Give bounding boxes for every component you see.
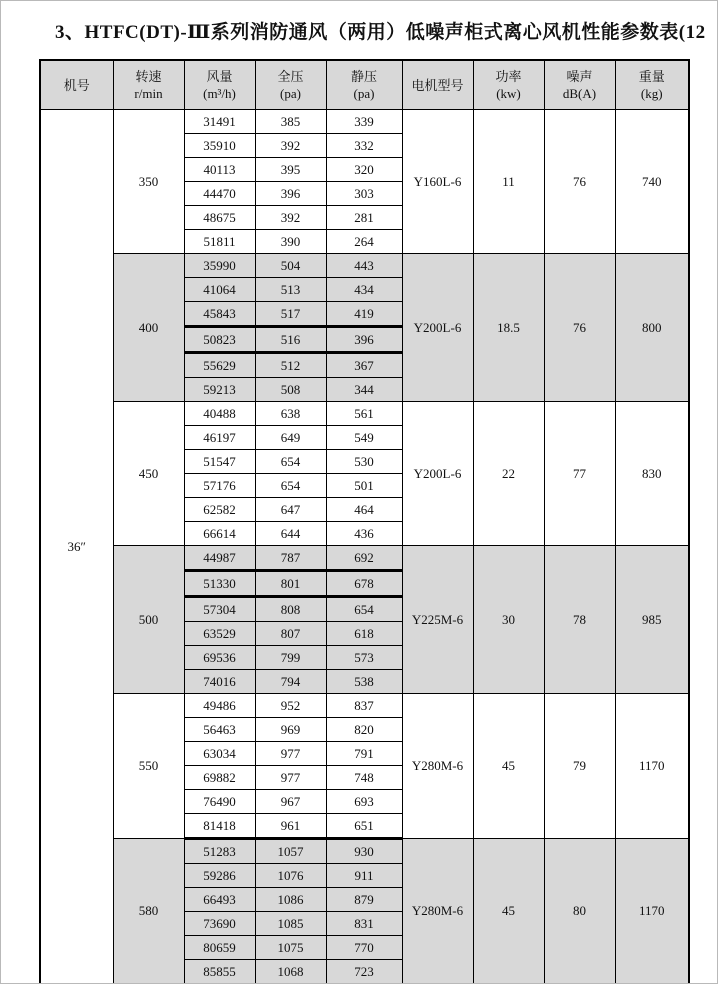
flow-cell: 51283 xyxy=(184,839,255,864)
motor-model-cell: Y200L-6 xyxy=(402,254,473,402)
power-cell: 30 xyxy=(473,546,544,694)
header-line1: 机号 xyxy=(63,77,90,93)
flow-cell: 35990 xyxy=(184,254,255,278)
static-pressure-cell: 723 xyxy=(326,960,402,984)
total-pressure-cell: 977 xyxy=(255,742,326,766)
static-pressure-cell: 654 xyxy=(326,597,402,622)
total-pressure-cell: 654 xyxy=(255,450,326,474)
flow-cell: 66614 xyxy=(184,522,255,546)
static-pressure-cell: 367 xyxy=(326,353,402,378)
static-pressure-cell: 320 xyxy=(326,158,402,182)
flow-cell: 40488 xyxy=(184,402,255,426)
total-pressure-cell: 1068 xyxy=(255,960,326,984)
table-row xyxy=(40,402,689,426)
static-pressure-cell: 443 xyxy=(326,254,402,278)
total-pressure-cell: 1057 xyxy=(255,839,326,864)
total-pressure-cell: 1086 xyxy=(255,888,326,912)
static-pressure-cell: 693 xyxy=(326,790,402,814)
flow-cell: 57304 xyxy=(184,597,255,622)
total-pressure-cell: 385 xyxy=(255,110,326,134)
total-pressure-cell: 977 xyxy=(255,766,326,790)
power-cell: 11 xyxy=(473,110,544,254)
total-pressure-cell: 649 xyxy=(255,426,326,450)
static-pressure-cell: 837 xyxy=(326,694,402,718)
header-line1: 转速 xyxy=(135,69,162,84)
static-pressure-cell: 549 xyxy=(326,426,402,450)
flow-cell: 46197 xyxy=(184,426,255,450)
table-row xyxy=(40,110,689,134)
weight-cell: 985 xyxy=(615,546,689,694)
flow-cell: 50823 xyxy=(184,327,255,353)
table-row xyxy=(40,839,689,864)
flow-cell: 31491 xyxy=(184,110,255,134)
total-pressure-cell: 390 xyxy=(255,230,326,254)
static-pressure-cell: 501 xyxy=(326,474,402,498)
header-line1: 噪声 xyxy=(566,69,593,84)
flow-cell: 44470 xyxy=(184,182,255,206)
flow-cell: 40113 xyxy=(184,158,255,182)
total-pressure-cell: 644 xyxy=(255,522,326,546)
flow-cell: 55629 xyxy=(184,353,255,378)
total-pressure-cell: 1076 xyxy=(255,864,326,888)
static-pressure-cell: 879 xyxy=(326,888,402,912)
static-pressure-cell: 303 xyxy=(326,182,402,206)
speed-cell: 350 xyxy=(113,110,184,254)
header-line1: 电机型号 xyxy=(411,77,464,93)
speed-cell: 580 xyxy=(113,839,184,984)
flow-cell: 69882 xyxy=(184,766,255,790)
noise-cell: 76 xyxy=(544,110,615,254)
motor-model-cell: Y160L-6 xyxy=(402,110,473,254)
flow-cell: 85855 xyxy=(184,960,255,984)
static-pressure-cell: 573 xyxy=(326,646,402,670)
flow-cell: 35910 xyxy=(184,134,255,158)
static-pressure-cell: 678 xyxy=(326,571,402,597)
static-pressure-cell: 791 xyxy=(326,742,402,766)
motor-model-cell: Y200L-6 xyxy=(402,402,473,546)
header-speed xyxy=(113,60,184,110)
flow-cell: 51811 xyxy=(184,230,255,254)
total-pressure-cell: 392 xyxy=(255,134,326,158)
header-line2: (pa) xyxy=(353,86,375,101)
flow-cell: 81418 xyxy=(184,814,255,839)
static-pressure-cell: 651 xyxy=(326,814,402,839)
flow-cell: 66493 xyxy=(184,888,255,912)
flow-cell: 57176 xyxy=(184,474,255,498)
total-pressure-cell: 517 xyxy=(255,302,326,327)
static-pressure-cell: 396 xyxy=(326,327,402,353)
total-pressure-cell: 512 xyxy=(255,353,326,378)
static-pressure-cell: 264 xyxy=(326,230,402,254)
total-pressure-cell: 967 xyxy=(255,790,326,814)
static-pressure-cell: 434 xyxy=(326,278,402,302)
static-pressure-cell: 748 xyxy=(326,766,402,790)
header-weight xyxy=(615,60,689,110)
table-row xyxy=(40,254,689,278)
header-line2: dB(A) xyxy=(562,86,597,101)
total-pressure-cell: 508 xyxy=(255,378,326,402)
header-total-pressure xyxy=(255,60,326,110)
total-pressure-cell: 952 xyxy=(255,694,326,718)
static-pressure-cell: 339 xyxy=(326,110,402,134)
noise-cell: 80 xyxy=(544,839,615,984)
header-flow xyxy=(184,60,255,110)
header-line2: (kg) xyxy=(640,86,663,101)
flow-cell: 63034 xyxy=(184,742,255,766)
static-pressure-cell: 692 xyxy=(326,546,402,571)
speed-cell: 400 xyxy=(113,254,184,402)
header-row xyxy=(40,60,689,110)
total-pressure-cell: 969 xyxy=(255,718,326,742)
header-line2: (m³/h) xyxy=(203,86,236,101)
flow-cell: 49486 xyxy=(184,694,255,718)
flow-cell: 63529 xyxy=(184,622,255,646)
weight-cell: 740 xyxy=(615,110,689,254)
static-pressure-cell: 930 xyxy=(326,839,402,864)
flow-cell: 59286 xyxy=(184,864,255,888)
noise-cell: 79 xyxy=(544,694,615,839)
flow-cell: 76490 xyxy=(184,790,255,814)
page-title: 3、HTFC(DT)-Ⅲ系列消防通风（两用）低噪声柜式离心风机性能参数表(12 xyxy=(55,22,706,43)
header-line1: 重量 xyxy=(638,69,665,84)
flow-cell: 74016 xyxy=(184,670,255,694)
weight-cell: 1170 xyxy=(615,839,689,984)
header-noise xyxy=(544,60,615,110)
total-pressure-cell: 638 xyxy=(255,402,326,426)
fan-performance-table xyxy=(39,59,690,984)
motor-model-cell: Y280M-6 xyxy=(402,839,473,984)
flow-cell: 73690 xyxy=(184,912,255,936)
static-pressure-cell: 419 xyxy=(326,302,402,327)
header-machine-no xyxy=(40,60,113,110)
flow-cell: 59213 xyxy=(184,378,255,402)
static-pressure-cell: 530 xyxy=(326,450,402,474)
table-row xyxy=(40,546,689,571)
weight-cell: 800 xyxy=(615,254,689,402)
flow-cell: 48675 xyxy=(184,206,255,230)
header-line2: (kw) xyxy=(496,86,521,101)
flow-cell: 80659 xyxy=(184,936,255,960)
static-pressure-cell: 344 xyxy=(326,378,402,402)
static-pressure-cell: 538 xyxy=(326,670,402,694)
total-pressure-cell: 395 xyxy=(255,158,326,182)
static-pressure-cell: 820 xyxy=(326,718,402,742)
motor-model-cell: Y225M-6 xyxy=(402,546,473,694)
static-pressure-cell: 281 xyxy=(326,206,402,230)
total-pressure-cell: 794 xyxy=(255,670,326,694)
total-pressure-cell: 1075 xyxy=(255,936,326,960)
weight-cell: 1170 xyxy=(615,694,689,839)
static-pressure-cell: 332 xyxy=(326,134,402,158)
table-row xyxy=(40,694,689,718)
power-cell: 45 xyxy=(473,694,544,839)
flow-cell: 56463 xyxy=(184,718,255,742)
total-pressure-cell: 807 xyxy=(255,622,326,646)
total-pressure-cell: 961 xyxy=(255,814,326,839)
power-cell: 18.5 xyxy=(473,254,544,402)
power-cell: 45 xyxy=(473,839,544,984)
total-pressure-cell: 647 xyxy=(255,498,326,522)
flow-cell: 69536 xyxy=(184,646,255,670)
header-line1: 静压 xyxy=(350,69,377,84)
static-pressure-cell: 770 xyxy=(326,936,402,960)
flow-cell: 51547 xyxy=(184,450,255,474)
noise-cell: 76 xyxy=(544,254,615,402)
flow-cell: 44987 xyxy=(184,546,255,571)
flow-cell: 51330 xyxy=(184,571,255,597)
static-pressure-cell: 464 xyxy=(326,498,402,522)
total-pressure-cell: 504 xyxy=(255,254,326,278)
total-pressure-cell: 799 xyxy=(255,646,326,670)
header-line2: r/min xyxy=(134,86,163,101)
total-pressure-cell: 396 xyxy=(255,182,326,206)
noise-cell: 78 xyxy=(544,546,615,694)
total-pressure-cell: 654 xyxy=(255,474,326,498)
header-static-pressure xyxy=(326,60,402,110)
total-pressure-cell: 801 xyxy=(255,571,326,597)
header-motor-model xyxy=(402,60,473,110)
static-pressure-cell: 911 xyxy=(326,864,402,888)
static-pressure-cell: 831 xyxy=(326,912,402,936)
total-pressure-cell: 516 xyxy=(255,327,326,353)
header-power xyxy=(473,60,544,110)
total-pressure-cell: 1085 xyxy=(255,912,326,936)
flow-cell: 45843 xyxy=(184,302,255,327)
total-pressure-cell: 787 xyxy=(255,546,326,571)
machine-size-cell: 36″ xyxy=(40,110,113,984)
static-pressure-cell: 561 xyxy=(326,402,402,426)
header-line1: 风量 xyxy=(206,69,233,84)
total-pressure-cell: 513 xyxy=(255,278,326,302)
power-cell: 22 xyxy=(473,402,544,546)
total-pressure-cell: 808 xyxy=(255,597,326,622)
header-line1: 全压 xyxy=(277,69,304,84)
motor-model-cell: Y280M-6 xyxy=(402,694,473,839)
noise-cell: 77 xyxy=(544,402,615,546)
header-line1: 功率 xyxy=(495,69,522,84)
header-line2: (pa) xyxy=(280,86,301,101)
flow-cell: 41064 xyxy=(184,278,255,302)
flow-cell: 62582 xyxy=(184,498,255,522)
speed-cell: 550 xyxy=(113,694,184,839)
static-pressure-cell: 618 xyxy=(326,622,402,646)
total-pressure-cell: 392 xyxy=(255,206,326,230)
static-pressure-cell: 436 xyxy=(326,522,402,546)
weight-cell: 830 xyxy=(615,402,689,546)
speed-cell: 450 xyxy=(113,402,184,546)
speed-cell: 500 xyxy=(113,546,184,694)
